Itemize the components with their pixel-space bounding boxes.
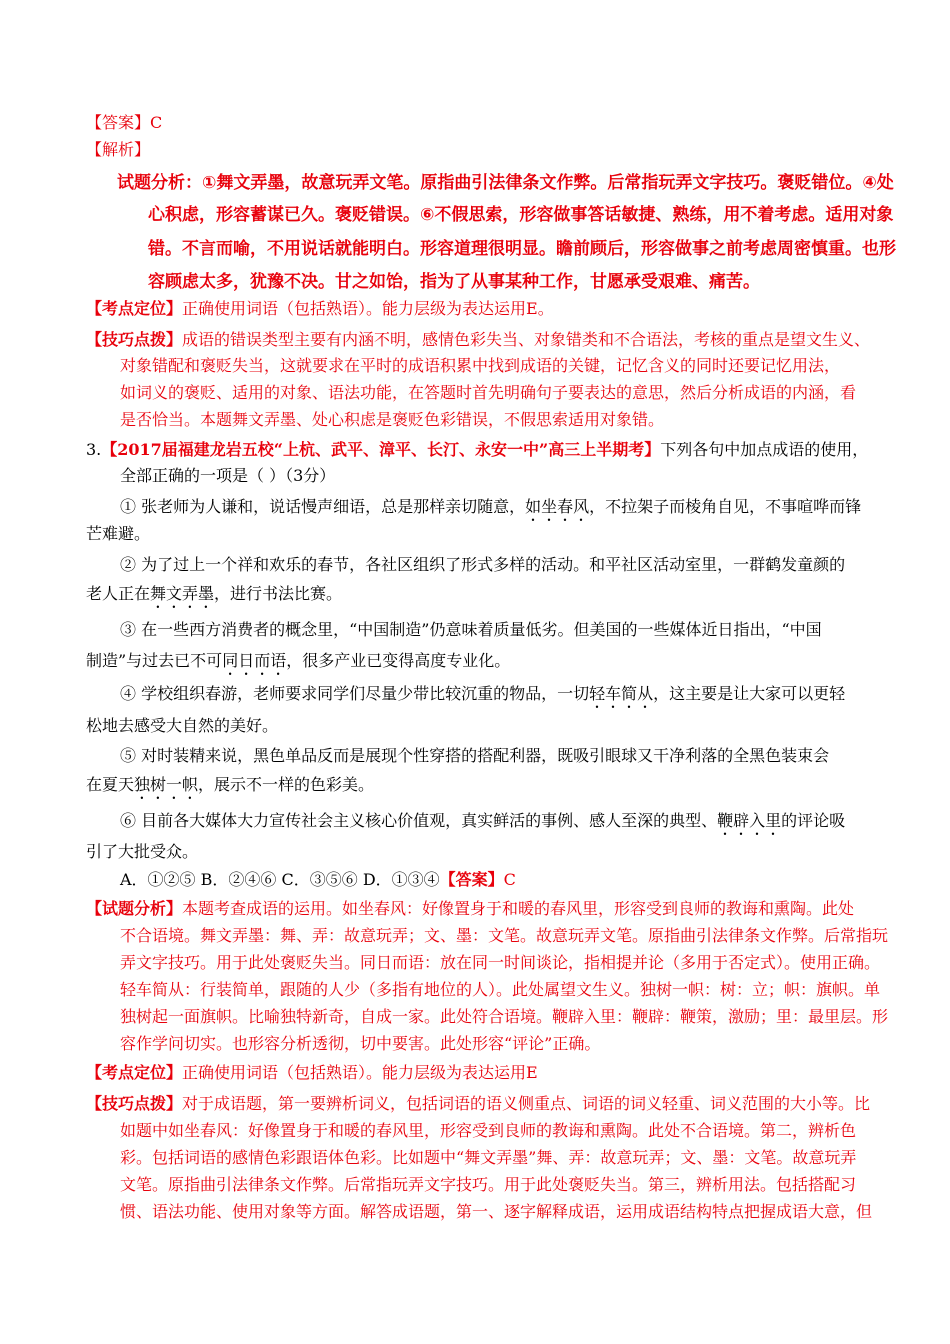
- kaodian-label: 【考点定位】: [86, 299, 183, 318]
- item-text: ⑥ 目前各大媒体大力宣传社会主义核心价值观，真实鲜活的事例、感人至深的典型、: [120, 811, 718, 830]
- kaodian-text: 正确使用词语（包括熟语）。能力层级为表达运用E: [182, 1063, 538, 1082]
- kaodian-line: [86, 1063, 538, 1083]
- analysis-text: 轻车简从：行装简单，跟随的人少（多指有地位的人）。此处属望文生义。独树一帜：树：立；帜：旗帜。单: [120, 980, 881, 999]
- question-item: [120, 497, 861, 525]
- item-text: ① 张老师为人谦和，说话慢声细语，总是那样亲切随意，: [120, 497, 526, 516]
- item-text: 在夏天: [86, 775, 135, 794]
- analysis-text: 不合语境。舞文弄墨：舞、弄：故意玩弄；文、墨：文笔。故意玩弄文笔。原指曲引法律条文作弊。后常指玩: [120, 926, 889, 945]
- answer-line: [86, 113, 162, 133]
- jiqiao-text: 如题中如坐春风：好像置身于和暖的春风里，形容受到良师的教诲和熏陶。此处不合语境。第二，辨析色: [120, 1121, 857, 1140]
- options-line: [120, 870, 516, 890]
- kaodian-line: [86, 299, 554, 319]
- answer-value: C: [503, 870, 516, 889]
- dotted-idiom: 轻车简从: [589, 684, 654, 703]
- analysis-body-line: 容顾虑太多，犹豫不决。甘之如饴，指为了从事某种工作，甘愿承受艰难、痛苦。: [148, 272, 760, 292]
- jiqiao-text: 是否恰当。本题舞文弄墨、处心积虑是褒贬色彩错误，不假思索适用对象错。: [120, 410, 665, 429]
- options-text: A．①②⑤ B．②④⑥ C．③⑤⑥ D．①③④: [120, 870, 440, 889]
- item-text: ，进行书法比赛。: [214, 584, 343, 603]
- jiqiao-text: 对象错配和褒贬失当，这就要求在平时的成语积累中找到成语的关键，记忆含义的同时还要记忆用法，: [120, 356, 841, 375]
- analysis-text: 独树起一面旗帜。比喻独特新奇，自成一家。此处符合语境。鞭辟入里：鞭辟：鞭策，激励；里：最里层。形: [120, 1007, 889, 1026]
- question-stem-line2: 全部正确的一项是（ ）（3分）: [120, 466, 336, 485]
- item-text: 松地去感受大自然的美好。: [86, 716, 279, 735]
- question-item: [120, 811, 845, 839]
- dotted-idiom: 独树一帜: [134, 775, 199, 794]
- item-text: ③ 在一些西方消费者的概念里，“中国制造”仍意味着质量低劣。但美国的一些媒体近日指出，“中国: [120, 620, 822, 639]
- item-text: 制造”与过去已不可: [86, 651, 223, 670]
- question-item: [86, 651, 510, 679]
- kaodian-label: 【考点定位】: [86, 1063, 183, 1082]
- question-item: [120, 684, 845, 712]
- dotted-idiom: 同日而语: [222, 651, 287, 670]
- jiqiao-line: [86, 330, 870, 350]
- jiqiao-text: 彩。包括词语的感情色彩跟语体色彩。比如题中“舞文弄墨”舞、弄：故意玩弄；文、墨：文笔。故意玩弄: [120, 1148, 857, 1167]
- analysis-label: 【试题分析】: [86, 899, 183, 918]
- analysis-text: 弄文字技巧。用于此处褒贬失当。同日而语：放在同一时间谈论，指相提并论（多用于否定式）。使用正确。: [120, 953, 881, 972]
- question-stem: [86, 440, 868, 460]
- jiqiao-line: [86, 1094, 870, 1114]
- analysis-text: 容作学问切实。也形容分析透彻，切中要害。此处形容“评论”正确。: [120, 1034, 601, 1053]
- question-item: [86, 775, 374, 803]
- analysis-label: 【解析】: [86, 140, 151, 159]
- analysis-text: 本题考查成语的运用。如坐春风：好像置身于和暖的春风里，形容受到良师的教诲和熏陶。此处: [182, 899, 855, 918]
- answer-label: 【答案】: [86, 113, 151, 132]
- dotted-idiom: 鞭辟入里: [717, 811, 782, 830]
- jiqiao-text: 文笔。原指曲引法律条文作弊。后常指玩弄文字技巧。用于此处褒贬失当。第三，辨析用法。包括搭配习: [120, 1175, 857, 1194]
- analysis-line: [86, 899, 854, 919]
- question-stem-tail: 下列各句中加点成语的使用，: [660, 440, 869, 459]
- item-text: ，展示不一样的色彩美。: [198, 775, 375, 794]
- jiqiao-label: 【技巧点拨】: [86, 1094, 183, 1113]
- analysis-body-line: 错。不言而喻，不用说话就能明白。形容道理很明显。瞻前顾后，形容做事之前考虑周密慎重。也形: [148, 239, 896, 259]
- item-text: 老人正在: [86, 584, 151, 603]
- item-text: 的评论吸: [781, 811, 846, 830]
- dotted-idiom: 如坐春风: [525, 497, 590, 516]
- jiqiao-text: 成语的错误类型主要有内涵不明，感情色彩失当、对象错类和不合语法，考核的重点是望文生义、: [182, 330, 871, 349]
- question-number: 3.: [86, 440, 102, 459]
- item-text: ② 为了过上一个祥和欢乐的春节，各社区组织了形式多样的活动。和平社区活动室里，一群鹤发童颜的: [120, 555, 846, 574]
- item-text: 芒难避。: [86, 524, 151, 543]
- question-source: 【2017届福建龙岩五校“上杭、武平、漳平、长汀、永安一中”高三上半期考】: [101, 440, 661, 459]
- item-text: 引了大批受众。: [86, 842, 199, 861]
- kaodian-text: 正确使用词语（包括熟语）。能力层级为表达运用E。: [182, 299, 554, 318]
- item-text: ④ 学校组织春游，老师要求同学们尽量少带比较沉重的物品，一切: [120, 684, 590, 703]
- item-text: ，不拉架子而棱角自见，不事喧哗而锋: [589, 497, 862, 516]
- analysis-body-line: 心积虑，形容蓄谋已久。褒贬错误。⑥不假思索，形容做事答话敏捷、熟练，用不着考虑。适用对象: [148, 205, 894, 225]
- jiqiao-text: 对于成语题，第一要辨析词义，包括词语的语义侧重点、词语的词义轻重、词义范围的大小等。比: [182, 1094, 871, 1113]
- item-text: ，很多产业已变得高度专业化。: [286, 651, 511, 670]
- item-text: ，这主要是让大家可以更轻: [653, 684, 846, 703]
- jiqiao-text: 如词义的褒贬、适用的对象、语法功能，在答题时首先明确句子要表达的意思，然后分析成语的内涵，看: [120, 383, 857, 402]
- answer-label: 【答案】: [439, 870, 504, 889]
- jiqiao-label: 【技巧点拨】: [86, 330, 183, 349]
- answer-value: C: [150, 113, 163, 132]
- question-item: [86, 584, 342, 612]
- item-text: ⑤ 对时装精来说，黑色单品反而是展现个性穿搭的搭配利器，既吸引眼球又干净利落的全黑色装束会: [120, 746, 830, 765]
- dotted-idiom: 舞文弄墨: [150, 584, 215, 603]
- jiqiao-text: 惯、语法功能、使用对象等方面。解答成语题，第一、逐字解释成语，运用成语结构特点把握成语大意，但: [120, 1202, 873, 1221]
- analysis-body-line: 试题分析：①舞文弄墨，故意玩弄文笔。原指曲引法律条文作弊。后常指玩弄文字技巧。褒贬错位。④处: [117, 173, 894, 193]
